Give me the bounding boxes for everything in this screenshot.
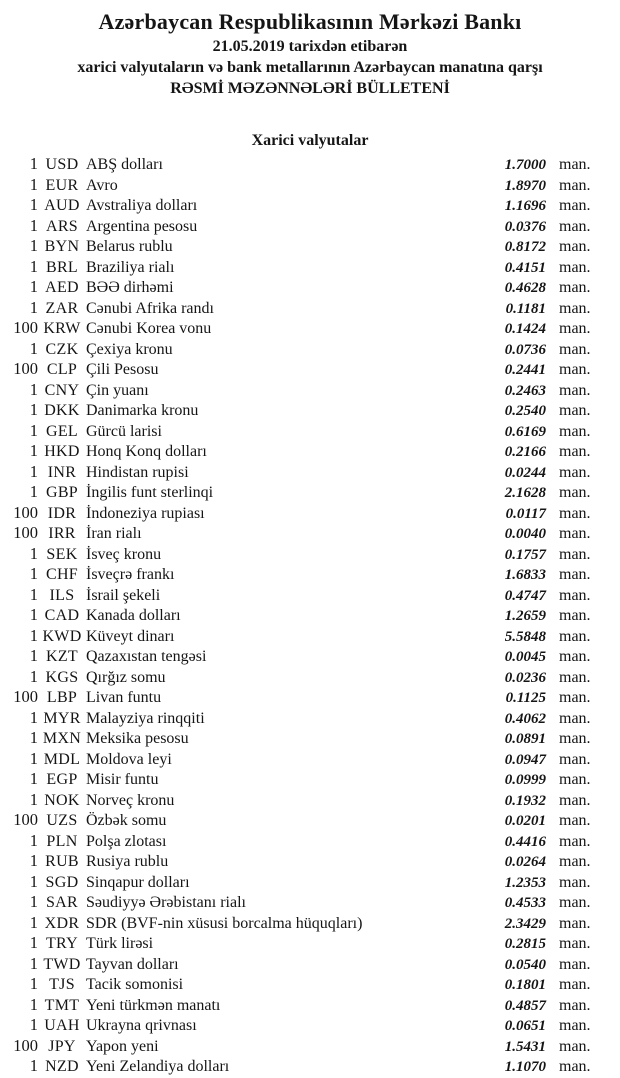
rate-cell: 0.2166 xyxy=(504,444,546,460)
currency-code-cell: UZS xyxy=(46,812,78,829)
rate-cell: 0.4533 xyxy=(504,895,546,911)
quantity-cell: 1 xyxy=(29,605,38,624)
rate-cell: 0.6169 xyxy=(504,423,546,440)
table-row xyxy=(0,728,620,749)
unit-cell: man. xyxy=(559,1017,591,1034)
currency-name-cell: Moldova leyi xyxy=(86,750,172,768)
table-row xyxy=(0,646,620,667)
unit-cell: man. xyxy=(559,381,591,399)
currency-name-cell: Misir funtu xyxy=(86,771,159,788)
table-row xyxy=(0,339,620,360)
table-row xyxy=(0,954,620,975)
table-row xyxy=(0,462,620,483)
table-row xyxy=(0,708,620,729)
rate-cell: 0.1932 xyxy=(504,792,546,809)
currency-name-cell: Yapon yeni xyxy=(86,1037,159,1055)
currency-code-cell: IRR xyxy=(48,525,76,542)
currency-code-cell: HKD xyxy=(44,443,80,460)
currency-code-cell: SGD xyxy=(45,873,79,891)
currency-name-cell: İndoneziya rupiası xyxy=(86,504,205,522)
quantity-cell: 1 xyxy=(29,584,38,604)
currency-name-cell: Yeni Zelandiya dolları xyxy=(86,1058,230,1075)
table-row xyxy=(0,585,620,606)
unit-cell: man. xyxy=(559,1058,591,1075)
currency-name-cell: Meksika pesosu xyxy=(86,730,189,747)
table-row xyxy=(0,1015,620,1036)
currency-code-cell: CHF xyxy=(45,566,79,583)
currency-code-cell: AED xyxy=(45,279,79,296)
quantity-cell: 100 xyxy=(13,318,38,337)
bank-title: Azərbaycan Respublikasının Mərkəzi Bankı xyxy=(98,9,522,34)
quantity-cell: 1 xyxy=(29,338,38,358)
currency-name-cell: Danimarka kronu xyxy=(86,402,199,419)
quantity-cell: 1 xyxy=(29,769,38,788)
table-row xyxy=(0,257,620,278)
rate-cell: 1.6833 xyxy=(504,567,546,583)
currency-code-cell: USD xyxy=(45,156,79,173)
rate-cell: 0.2441 xyxy=(504,362,546,378)
currency-name-cell: Özbək somu xyxy=(86,812,167,829)
currency-code-cell: SEK xyxy=(46,545,78,563)
quantity-cell: 1 xyxy=(29,707,38,727)
currency-name-cell: Avstraliya dolları xyxy=(86,197,198,214)
quantity-cell: 1 xyxy=(29,564,38,583)
rate-cell: 1.1070 xyxy=(504,1059,546,1075)
quantity-cell: 1 xyxy=(29,646,38,665)
unit-cell: man. xyxy=(559,976,591,993)
table-row xyxy=(0,810,620,831)
currency-code-cell: CLP xyxy=(46,361,78,378)
table-row xyxy=(0,1036,620,1057)
unit-cell: man. xyxy=(559,709,591,727)
currency-name-cell: SDR (BVF-nin xüsusi borcalma hüquqları) xyxy=(86,914,363,932)
currency-name-cell: Yeni türkmən manatı xyxy=(86,996,221,1014)
unit-cell: man. xyxy=(559,443,591,460)
table-row xyxy=(0,236,620,257)
rate-cell: 1.5431 xyxy=(504,1038,546,1055)
currency-name-cell: Çili Pesosu xyxy=(86,361,159,378)
unit-cell: man. xyxy=(559,832,591,850)
rate-cell: 0.0201 xyxy=(504,813,546,829)
quantity-cell: 1 xyxy=(29,236,38,255)
table-row xyxy=(0,441,620,462)
quantity-cell: 1 xyxy=(29,543,38,563)
rate-cell: 1.2659 xyxy=(504,608,546,624)
quantity-cell: 100 xyxy=(13,359,38,378)
rate-cell: 1.7000 xyxy=(504,157,546,173)
currency-code-cell: GBP xyxy=(45,484,79,501)
currency-code-cell: KRW xyxy=(43,320,81,337)
section-title-foreign-currencies: Xarici valyutalar xyxy=(251,132,369,149)
currency-code-cell: RUB xyxy=(45,853,79,870)
unit-cell: man. xyxy=(559,402,591,419)
currency-name-cell: Ukrayna qrivnası xyxy=(86,1017,197,1034)
currency-code-cell: SAR xyxy=(45,894,79,911)
currency-name-cell: Səudiyyə Ərəbistanı rialı xyxy=(86,894,246,911)
currency-name-cell: Rusiya rublu xyxy=(86,853,169,870)
currency-name-cell: Çexiya kronu xyxy=(86,340,173,358)
currency-name-cell: Cənubi Afrika randı xyxy=(86,299,214,317)
table-row xyxy=(0,482,620,503)
rate-cell: 0.0117 xyxy=(505,505,546,522)
currency-code-cell: ARS xyxy=(45,217,79,235)
rate-cell: 5.5848 xyxy=(504,628,546,645)
unit-cell: man. xyxy=(559,258,591,276)
quantity-cell: 100 xyxy=(13,810,38,829)
currency-code-cell: CZK xyxy=(45,340,79,358)
unit-cell: man. xyxy=(559,197,591,214)
unit-cell: man. xyxy=(559,504,591,522)
currency-code-cell: NOK xyxy=(44,791,80,809)
currency-code-cell: EGP xyxy=(46,771,78,788)
currency-code-cell: BRL xyxy=(45,258,79,276)
quantity-cell: 1 xyxy=(29,953,38,973)
currency-name-cell: Norveç kronu xyxy=(86,791,175,809)
currency-code-cell: TWD xyxy=(43,955,81,973)
currency-name-cell: İsveç kronu xyxy=(86,545,162,563)
rate-cell: 0.1125 xyxy=(505,690,546,706)
quantity-cell: 1 xyxy=(29,441,38,460)
effective-date-line: 21.05.2019 tarixdən etibarən xyxy=(212,38,408,55)
rate-cell: 0.0045 xyxy=(504,649,546,665)
unit-cell: man. xyxy=(559,545,591,563)
bulletin-title-line: RƏSMİ MƏZƏNNƏLƏRİ BÜLLETENİ xyxy=(170,80,450,97)
rate-cell: 0.4151 xyxy=(504,259,546,276)
rate-cell: 0.8172 xyxy=(504,239,546,255)
currency-name-cell: Belarus rublu xyxy=(86,238,173,255)
rate-cell: 0.2463 xyxy=(504,382,546,399)
rate-cell: 0.0736 xyxy=(504,341,546,358)
currency-name-cell: Cənubi Korea vonu xyxy=(86,320,212,337)
rate-cell: 0.0947 xyxy=(504,751,546,768)
quantity-cell: 1 xyxy=(29,482,38,501)
unit-cell: man. xyxy=(559,771,591,788)
currency-name-cell: Hindistan rupisi xyxy=(86,463,189,481)
quantity-cell: 1 xyxy=(29,154,38,173)
quantity-cell: 1 xyxy=(29,912,38,932)
unit-cell: man. xyxy=(559,525,591,542)
quantity-cell: 1 xyxy=(29,871,38,891)
table-row xyxy=(0,298,620,319)
quantity-cell: 1 xyxy=(29,748,38,768)
quantity-cell: 100 xyxy=(13,502,38,522)
currency-code-cell: MYR xyxy=(43,709,81,727)
unit-cell: man. xyxy=(559,361,591,378)
quantity-cell: 1 xyxy=(29,728,38,747)
table-row xyxy=(0,359,620,380)
currency-name-cell: İngilis funt sterlinqi xyxy=(86,484,214,501)
currency-code-cell: LBP xyxy=(46,689,78,706)
unit-cell: man. xyxy=(559,484,591,501)
unit-cell: man. xyxy=(559,935,591,952)
table-row xyxy=(0,851,620,872)
unit-cell: man. xyxy=(559,873,591,891)
quantity-cell: 1 xyxy=(29,256,38,276)
unit-cell: man. xyxy=(559,299,591,317)
quantity-cell: 1 xyxy=(29,994,38,1014)
unit-cell: man. xyxy=(559,730,591,747)
currency-name-cell: Honq Konq dolları xyxy=(86,443,207,460)
table-row xyxy=(0,626,620,647)
quantity-cell: 1 xyxy=(29,851,38,870)
currency-name-cell: Braziliya rialı xyxy=(86,258,175,276)
rate-cell: 0.0376 xyxy=(504,218,546,235)
rate-cell: 0.0040 xyxy=(504,526,546,542)
unit-cell: man. xyxy=(559,627,591,645)
unit-cell: man. xyxy=(559,750,591,768)
currency-code-cell: GEL xyxy=(45,422,78,440)
currency-code-cell: KWD xyxy=(42,627,82,645)
currency-code-cell: NZD xyxy=(45,1058,79,1075)
currency-name-cell: Gürcü larisi xyxy=(86,422,162,440)
rate-cell: 0.1424 xyxy=(504,321,546,337)
rate-cell: 0.4628 xyxy=(504,280,546,296)
rate-cell: 0.0236 xyxy=(504,669,546,686)
table-row xyxy=(0,154,620,175)
table-row xyxy=(0,974,620,995)
table-row xyxy=(0,564,620,585)
currency-code-cell: TJS xyxy=(49,976,75,993)
currency-code-cell: DKK xyxy=(44,402,80,419)
currency-name-cell: Küveyt dinarı xyxy=(86,627,175,645)
rate-cell: 0.0540 xyxy=(504,956,546,973)
quantity-cell: 1 xyxy=(29,379,38,399)
currency-name-cell: İran rialı xyxy=(86,525,142,542)
currency-name-cell: Çin yuanı xyxy=(86,381,149,399)
table-row xyxy=(0,667,620,688)
unit-cell: man. xyxy=(559,689,591,706)
table-row xyxy=(0,523,620,544)
currency-code-cell: MXN xyxy=(42,730,82,747)
quantity-cell: 1 xyxy=(29,789,38,809)
unit-cell: man. xyxy=(559,566,591,583)
quantity-cell: 100 xyxy=(13,687,38,706)
currency-name-cell: Malayziya rinqqiti xyxy=(86,709,205,727)
currency-name-cell: İsveçrə frankı xyxy=(86,566,175,583)
unit-cell: man. xyxy=(559,648,591,665)
rate-cell: 0.0264 xyxy=(504,854,546,870)
currency-name-cell: Tacik somonisi xyxy=(86,976,184,993)
rate-cell: 2.1628 xyxy=(504,485,546,501)
unit-cell: man. xyxy=(559,914,591,932)
unit-cell: man. xyxy=(559,340,591,358)
unit-cell: man. xyxy=(559,176,591,194)
currency-name-cell: Türk lirəsi xyxy=(86,935,154,952)
table-row xyxy=(0,831,620,852)
quantity-cell: 1 xyxy=(29,1015,38,1034)
quantity-cell: 1 xyxy=(29,277,38,296)
quantity-cell: 1 xyxy=(29,974,38,993)
unit-cell: man. xyxy=(559,791,591,809)
currency-code-cell: BYN xyxy=(44,238,80,255)
currency-code-cell: CAD xyxy=(44,607,80,624)
quantity-cell: 1 xyxy=(29,215,38,235)
unit-cell: man. xyxy=(559,217,591,235)
currency-code-cell: EUR xyxy=(45,176,79,194)
unit-cell: man. xyxy=(559,996,591,1014)
currency-name-cell: BƏƏ dirhəmi xyxy=(86,279,174,296)
unit-cell: man. xyxy=(559,279,591,296)
currency-name-cell: Kanada dolları xyxy=(86,607,181,624)
quantity-cell: 1 xyxy=(29,1056,38,1075)
rate-cell: 0.1801 xyxy=(504,977,546,993)
table-row xyxy=(0,503,620,524)
rates-table xyxy=(0,154,620,1077)
unit-cell: man. xyxy=(559,238,591,255)
table-row xyxy=(0,872,620,893)
table-row xyxy=(0,421,620,442)
unit-cell: man. xyxy=(559,463,591,481)
rate-cell: 0.1181 xyxy=(505,300,546,317)
currency-name-cell: Argentina pesosu xyxy=(86,217,198,235)
table-row xyxy=(0,216,620,237)
unit-cell: man. xyxy=(559,320,591,337)
currency-code-cell: TRY xyxy=(45,935,79,952)
currency-name-cell: Qazaxıstan tengəsi xyxy=(86,648,207,665)
rate-cell: 0.0891 xyxy=(504,731,546,747)
currency-code-cell: ILS xyxy=(49,586,75,604)
rate-cell: 1.1696 xyxy=(504,198,546,214)
rate-cell: 0.0244 xyxy=(504,464,546,481)
currency-name-cell: İsrail şekeli xyxy=(86,586,161,604)
rate-cell: 0.1757 xyxy=(504,546,546,563)
unit-cell: man. xyxy=(559,853,591,870)
table-row xyxy=(0,790,620,811)
rate-cell: 1.8970 xyxy=(504,177,546,194)
rate-cell: 0.0999 xyxy=(504,772,546,788)
unit-cell: man. xyxy=(559,812,591,829)
quantity-cell: 1 xyxy=(29,461,38,481)
currency-name-cell: Polşa zlotası xyxy=(86,832,167,850)
quantity-cell: 1 xyxy=(29,174,38,194)
currency-code-cell: INR xyxy=(47,463,77,481)
rate-cell: 0.4062 xyxy=(504,710,546,727)
table-row xyxy=(0,277,620,298)
table-row xyxy=(0,195,620,216)
quantity-cell: 1 xyxy=(29,420,38,440)
rate-cell: 0.2815 xyxy=(504,936,546,952)
table-row xyxy=(0,544,620,565)
quantity-cell: 1 xyxy=(29,892,38,911)
currency-code-cell: KZT xyxy=(45,648,78,665)
unit-cell: man. xyxy=(559,668,591,686)
unit-cell: man. xyxy=(559,955,591,973)
currency-name-cell: Tayvan dolları xyxy=(86,955,179,973)
quantity-cell: 1 xyxy=(29,933,38,952)
currency-code-cell: KGS xyxy=(45,668,79,686)
quantity-cell: 1 xyxy=(29,830,38,850)
rate-cell: 2.3429 xyxy=(504,915,546,932)
quantity-cell: 1 xyxy=(29,400,38,419)
quantity-cell: 1 xyxy=(29,195,38,214)
currency-code-cell: MDL xyxy=(43,750,81,768)
subtitle-line: xarici valyutaların və bank metallarının Azərbaycan manatına qarşı xyxy=(77,59,543,76)
unit-cell: man. xyxy=(559,894,591,911)
currency-name-cell: Avro xyxy=(86,176,118,194)
currency-code-cell: ZAR xyxy=(45,299,79,317)
rate-cell: 0.0651 xyxy=(504,1018,546,1034)
currency-code-cell: PLN xyxy=(46,832,78,850)
quantity-cell: 100 xyxy=(13,523,38,542)
rate-cell: 0.4416 xyxy=(504,833,546,850)
unit-cell: man. xyxy=(559,586,591,604)
quantity-cell: 1 xyxy=(29,625,38,645)
quantity-cell: 100 xyxy=(13,1035,38,1055)
currency-name-cell: Sinqapur dolları xyxy=(86,873,190,891)
currency-code-cell: AUD xyxy=(44,197,80,214)
currency-code-cell: IDR xyxy=(47,504,77,522)
rate-cell: 0.2540 xyxy=(504,403,546,419)
rate-cell: 1.2353 xyxy=(504,874,546,891)
table-row xyxy=(0,913,620,934)
table-row xyxy=(0,400,620,421)
unit-cell: man. xyxy=(559,156,591,173)
currency-code-cell: XDR xyxy=(44,914,80,932)
currency-code-cell: UAH xyxy=(44,1017,80,1034)
currency-name-cell: Livan funtu xyxy=(86,689,162,706)
currency-name-cell: Qırğız somu xyxy=(86,668,166,686)
table-row xyxy=(0,892,620,913)
table-row xyxy=(0,933,620,954)
table-row xyxy=(0,380,620,401)
rate-cell: 0.4857 xyxy=(504,997,546,1014)
table-row xyxy=(0,318,620,339)
currency-name-cell: ABŞ dolları xyxy=(86,156,163,173)
document-header xyxy=(0,0,620,99)
table-row xyxy=(0,175,620,196)
table-row xyxy=(0,769,620,790)
rate-cell: 0.4747 xyxy=(504,587,546,604)
unit-cell: man. xyxy=(559,422,591,440)
quantity-cell: 1 xyxy=(29,297,38,317)
unit-cell: man. xyxy=(559,1037,591,1055)
table-row xyxy=(0,1056,620,1077)
table-row xyxy=(0,995,620,1016)
currency-code-cell: CNY xyxy=(44,381,80,399)
currency-code-cell: JPY xyxy=(48,1037,76,1055)
table-row xyxy=(0,605,620,626)
unit-cell: man. xyxy=(559,607,591,624)
table-row xyxy=(0,687,620,708)
currency-code-cell: TMT xyxy=(44,996,80,1014)
table-row xyxy=(0,749,620,770)
quantity-cell: 1 xyxy=(29,666,38,686)
